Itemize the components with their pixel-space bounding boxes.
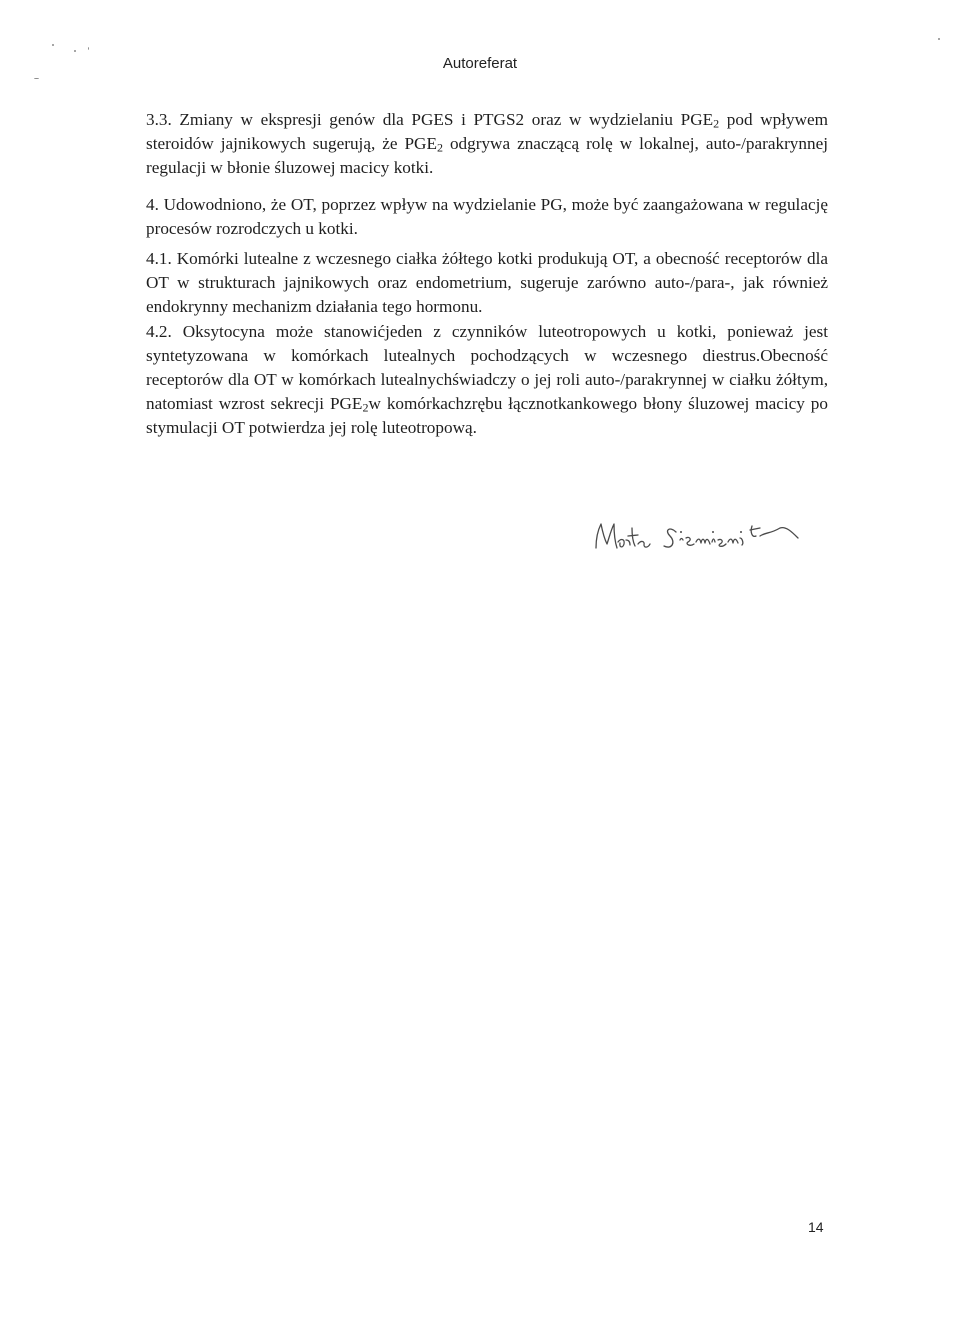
handwritten-signature bbox=[590, 508, 830, 568]
scan-speck bbox=[34, 78, 39, 79]
scan-speck bbox=[74, 50, 76, 52]
subscript: 2 bbox=[362, 400, 369, 415]
subscript: 2 bbox=[436, 140, 443, 155]
scan-speck bbox=[52, 44, 54, 46]
paragraph-3-3-part-c: odgrywa znaczącą rolę w lokalnej, auto-/parakrynnej regulacji w błonie śluzowej macicy kotki. bbox=[146, 134, 828, 178]
scan-speck bbox=[88, 47, 89, 50]
subscript: 2 bbox=[713, 116, 720, 131]
signature-drawing bbox=[590, 508, 830, 568]
paragraph-4: 4. Udowodniono, że OT, poprzez wpływ na wydzielanie PG, może być zaangażowana w regulację procesów rozrodczych u kotki. bbox=[146, 194, 828, 238]
paragraph-3-3 bbox=[146, 108, 828, 181]
page-header bbox=[0, 55, 960, 72]
paragraph-3-3-part-b: pod wpływem steroidów jajnikowych sugerują, że PGE bbox=[146, 110, 828, 154]
scan-speck bbox=[938, 38, 940, 40]
page-number: 14 bbox=[808, 1219, 824, 1235]
paragraph-4-2 bbox=[146, 320, 828, 441]
document-body bbox=[146, 108, 828, 441]
header-title: Autoreferat bbox=[442, 55, 518, 72]
paragraph-3-3-part-a: 3.3. Zmiany w ekspresji genów dla PGES i PTGS2 oraz w wydzielaniu PGE bbox=[146, 110, 714, 129]
paragraph-4-2-part-b: w komórkachzrębu łącznotkankowego błony śluzowej macicy po stymulacji OT potwierdza jej rolę luteotropową. bbox=[146, 394, 828, 438]
paragraph-4-1: 4.1. Komórki lutealne z wczesnego ciałka żółtego kotki produkują OT, a obecność receptorów dla OT w strukturach jajnikowych oraz endometrium, sugeruje zarówno auto-/para-, jak również endokrynny mechanizm działania tego hormonu. bbox=[146, 249, 828, 317]
paragraph-4-2-part-a: 4.2. Oksytocyna może stanowićjeden z czynników luteotropowych u kotki, ponieważ jest syntetyzowana w komórkach lutealnych pochodzących w wczesnego diestrus.Obecność receptorów dla OT w komórkach lutealnychświadczy o jej roli auto-/parakrynnej w ciałku żółtym, natomiast wzrost sekrecji PGE bbox=[146, 321, 828, 414]
